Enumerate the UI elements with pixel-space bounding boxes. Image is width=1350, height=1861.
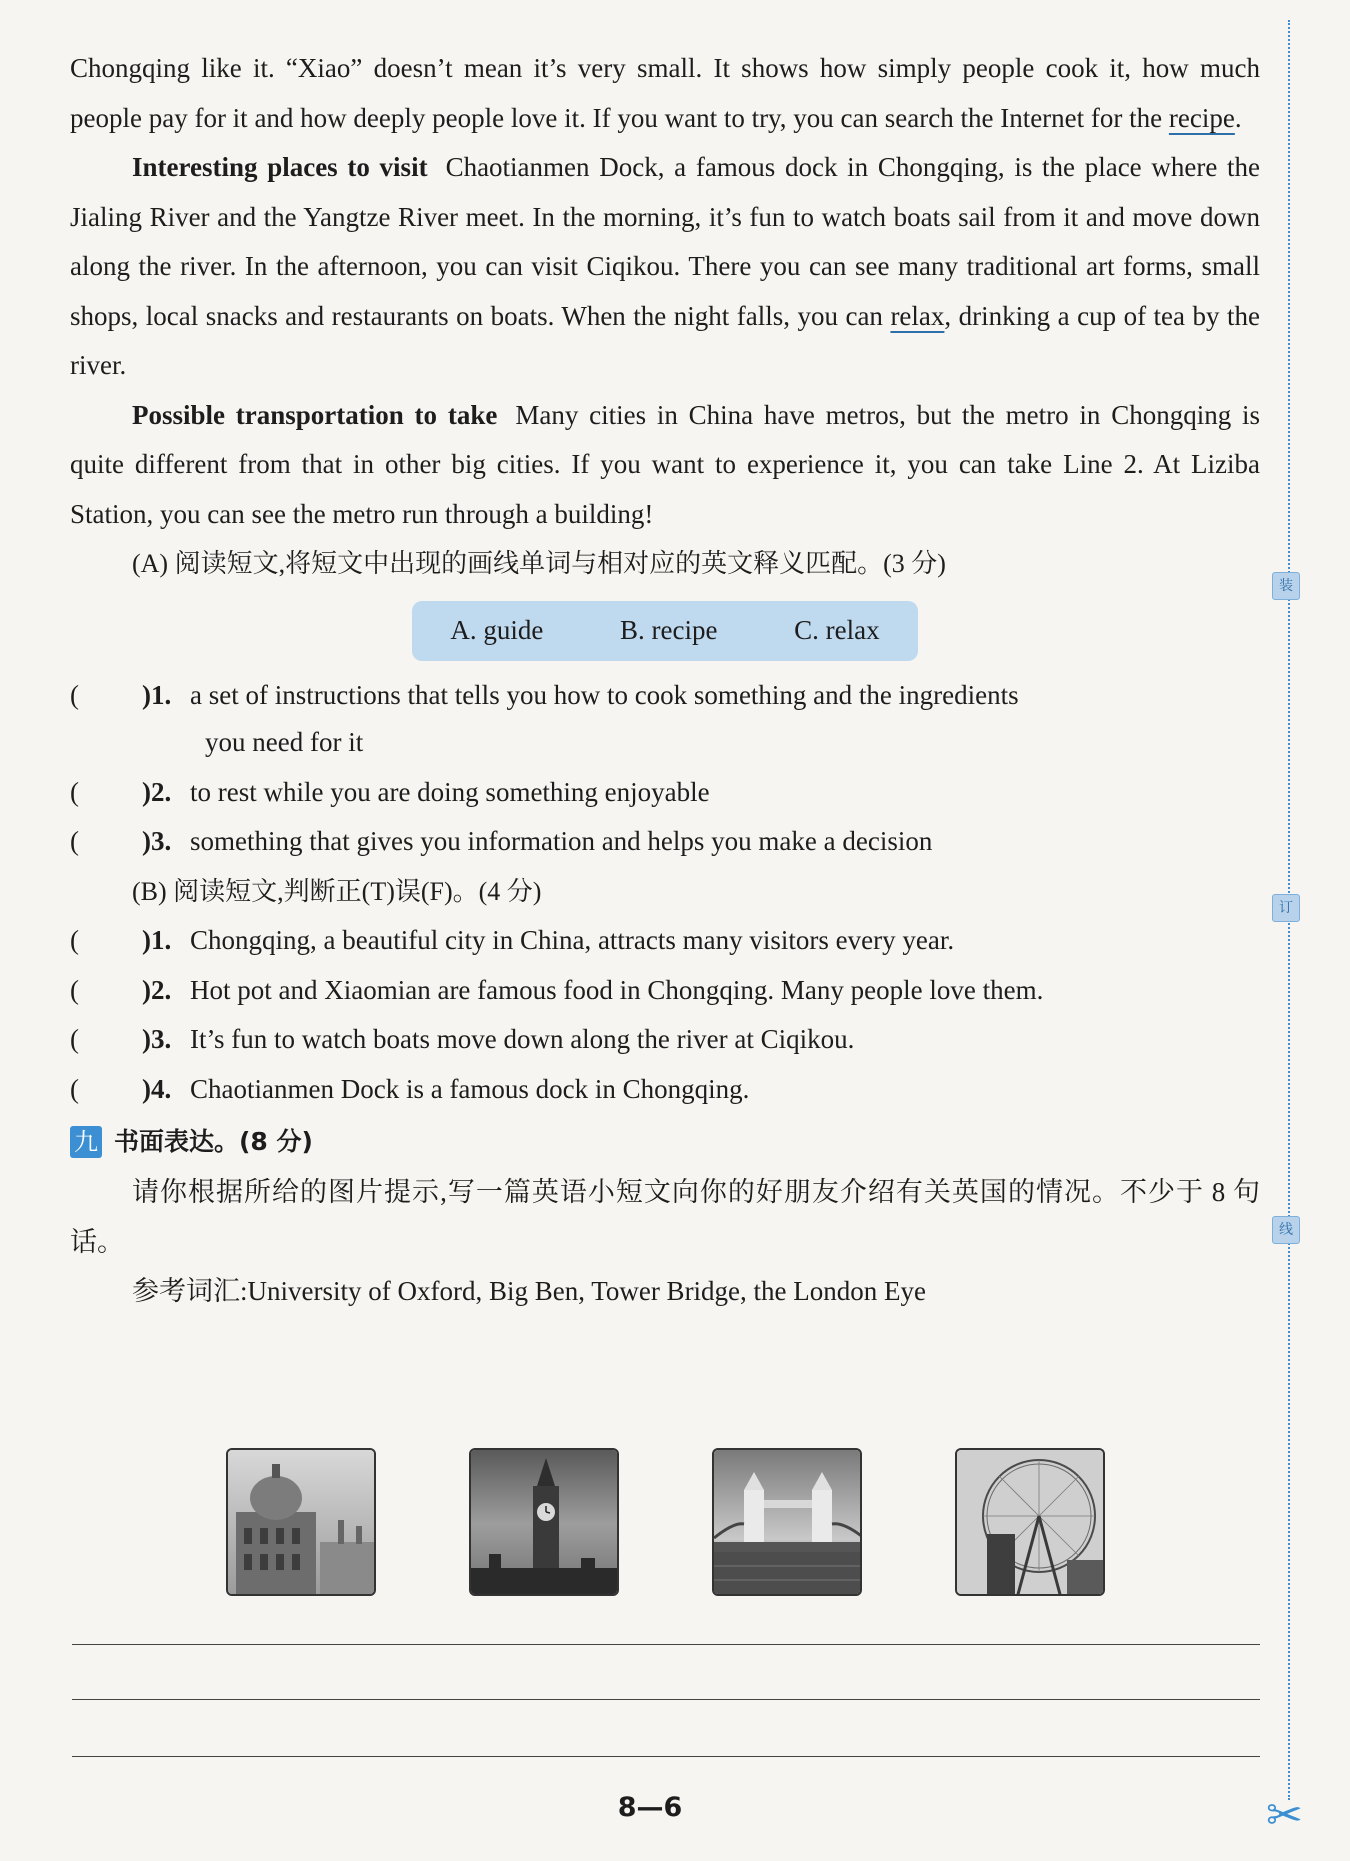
part-b-instruction: (B) 阅读短文,判断正(T)误(F)。(4 分) xyxy=(132,876,542,906)
photo-row xyxy=(226,1448,1106,1598)
part-a-question-3: ( )3. something that gives you information and helps you make a decision xyxy=(70,817,1260,867)
part-b-question-4: ( )4. Chaotianmen Dock is a famous dock in Chongqing. xyxy=(70,1065,1260,1115)
writing-line[interactable] xyxy=(72,1699,1260,1700)
underlined-word-relax: relax xyxy=(890,300,945,331)
binding-tab-ding: 订 xyxy=(1272,894,1300,922)
writing-section-header xyxy=(70,1116,1260,1168)
big-ben-photo xyxy=(469,1448,619,1596)
transport-heading: Possible transportation to take xyxy=(132,399,498,430)
underlined-word-recipe: recipe xyxy=(1168,102,1235,133)
binding-tab-zhuang: 装 xyxy=(1272,572,1300,600)
answer-blank[interactable]: ( xyxy=(70,974,79,1005)
writing-line[interactable] xyxy=(72,1756,1260,1757)
part-b-question-2: ( )2. Hot pot and Xiaomian are famous food in Chongqing. Many people love them. xyxy=(70,966,1260,1016)
oxford-building-photo xyxy=(226,1448,376,1596)
writing-vocabulary: 参考词汇:University of Oxford, Big Ben, Tower Bridge, the London Eye xyxy=(132,1276,926,1306)
scissors-icon: ✂ xyxy=(1266,1790,1303,1841)
part-b-question-1: ( )1. Chongqing, a beautiful city in China, attracts many visitors every year. xyxy=(70,916,1260,966)
london-eye-photo xyxy=(955,1448,1105,1596)
binding-tab-xian: 线 xyxy=(1272,1216,1300,1244)
writing-section-title: 书面表达。(8 分) xyxy=(114,1127,313,1156)
part-b-question-3: ( )3. It’s fun to watch boats move down along the river at Ciqikou. xyxy=(70,1015,1260,1065)
places-paragraph: Interesting places to visit Chaotianmen Dock, a famous dock in Chongqing, is the place where the Jialing River and the Yangtze River meet. In the morning, it’s fun to watch boats sail from it and move down along the river. In the afternoon, you can visit Ciqikou. There you can see many traditional art forms, small shops, local snacks and restaurants on boats. When the night falls, you can relax, drinking a cup of tea by the river. xyxy=(70,152,1260,380)
part-a-question-1: ( )1. a set of instructions that tells you how to cook something and the ingredients xyxy=(70,671,1260,721)
part-a-question-2: ( )2. to rest while you are doing something enjoyable xyxy=(70,768,1260,818)
option-a: A. guide xyxy=(450,615,544,645)
section-number-badge: 九 xyxy=(70,1126,102,1158)
option-b: B. recipe xyxy=(620,615,718,645)
food-paragraph-continuation: Chongqing like it. “Xiao” doesn’t mean it’s very small. It shows how simply people cook it, how much people pay for it and how deeply people love it. If you want to try, you can search the Internet for the recipe. xyxy=(70,53,1260,133)
option-c: C. relax xyxy=(794,615,880,645)
answer-blank[interactable]: ( xyxy=(70,776,79,807)
answer-blank[interactable]: ( xyxy=(70,925,79,955)
transport-paragraph: Possible transportation to take Many cities in China have metros, but the metro in Chongqing is quite different from that in other big cities. If you want to experience it, you can take Line 2. At Liziba Station, you can see the metro run through a building! xyxy=(70,399,1261,529)
part-a-question-1-continued: you need for it xyxy=(205,727,364,757)
writing-line[interactable] xyxy=(72,1644,1260,1645)
answer-blank[interactable]: ( xyxy=(70,1024,79,1054)
places-heading: Interesting places to visit xyxy=(132,152,428,182)
answer-blank[interactable]: ( xyxy=(70,679,79,710)
writing-prompt: 请你根据所给的图片提示,写一篇英语小短文向你的好朋友介绍有关英国的情况。不少于 8 句话。 xyxy=(70,1177,1260,1257)
content-area xyxy=(70,44,1260,1317)
answer-blank[interactable]: ( xyxy=(70,1073,79,1104)
word-options-box xyxy=(412,601,918,661)
page-number: 8—6 xyxy=(617,1792,683,1823)
answer-blank[interactable]: ( xyxy=(70,826,79,856)
part-a-instruction: (A) 阅读短文,将短文中出现的画线单词与相对应的英文释义匹配。(3 分) xyxy=(132,549,946,578)
tower-bridge-photo xyxy=(712,1448,862,1596)
